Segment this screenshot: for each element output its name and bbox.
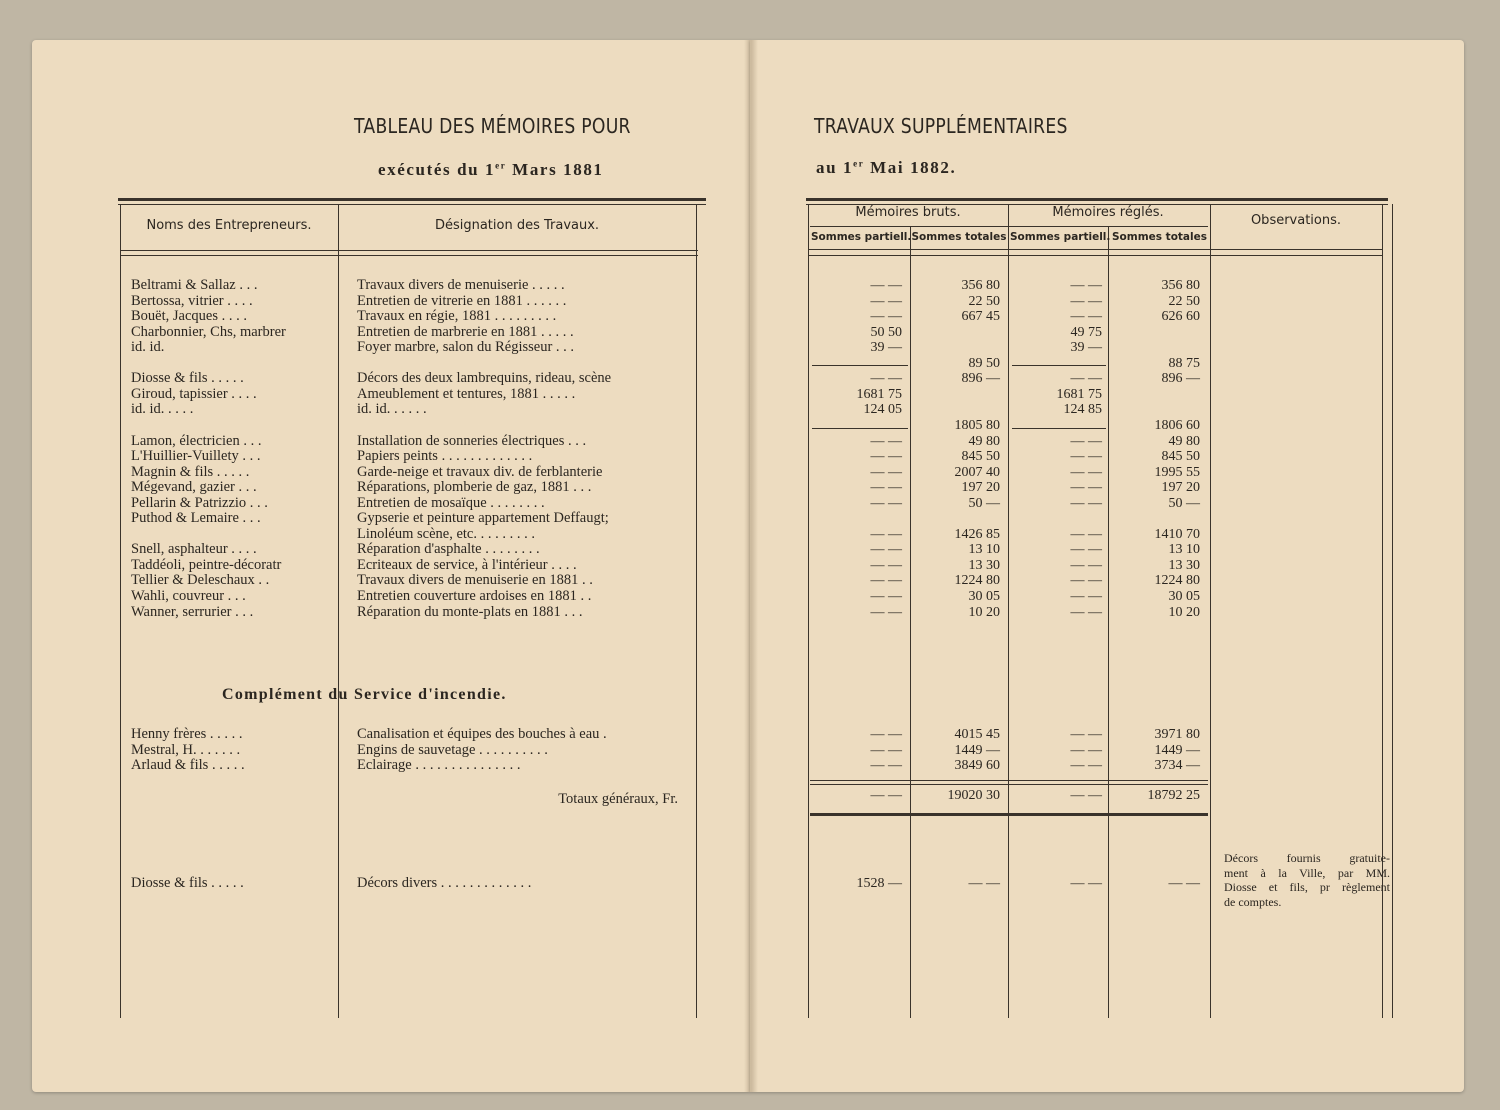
amount-b-tot: 667 45 — [961, 309, 1000, 325]
left-page-title: TABLEAU DES MÉMOIRES POUR — [354, 114, 631, 138]
amount-r-tot: 10 20 — [1168, 604, 1200, 620]
amount-r-tot: 22 50 — [1168, 293, 1200, 309]
amount-b-part: — — — [870, 542, 902, 558]
work-designation: Canalisation et équipes des bouches à eau . — [357, 726, 607, 742]
amount-b-tot: 356 80 — [961, 278, 1000, 293]
amount-b-tot: 4015 45 — [954, 727, 1000, 742]
amount-b-tot: 2007 40 — [954, 464, 1000, 480]
amount-b-part: 124 05 — [863, 402, 902, 418]
amount-b-tot: 89 50 — [968, 355, 1000, 371]
entrepreneur-name: Bouët, Jacques . . . . — [131, 308, 247, 325]
amount-r-tot: 88 75 — [1168, 355, 1200, 371]
work-designation: Engins de sauvetage . . . . . . . . . . — [357, 741, 548, 758]
amount-b-part: 1681 75 — [856, 386, 902, 402]
amount-b-tot: 845 50 — [961, 449, 1000, 465]
amount-r-part: 39 — — [1070, 340, 1102, 356]
amount-r-tot: 197 20 — [1161, 480, 1200, 496]
amount-b-tot: 30 05 — [968, 589, 1000, 604]
observation-note: Décors fournis gratuite- ment à la Ville, par MM. Diosse et fils, pr règlement de comptes. — [1224, 851, 1390, 909]
amount-r-part: — — — [1070, 742, 1102, 758]
amount-r-tot: 3971 80 — [1154, 727, 1200, 742]
header-memoires-regles: Mémoires réglés. — [1052, 205, 1164, 220]
subheader-regles-partiell: Sommes partiell. — [1010, 231, 1111, 243]
work-designation: Foyer marbre, salon du Régisseur . . . — [357, 339, 575, 356]
entrepreneur-name: Beltrami & Sallaz . . . — [131, 277, 258, 293]
header-memoires-bruts: Mémoires bruts. — [855, 205, 961, 220]
header-observations: Observations. — [1250, 213, 1342, 228]
amount-b-part: — — — [870, 557, 902, 573]
amount-r-part: — — — [1070, 573, 1102, 589]
work-designation: Papiers peints . . . . . . . . . . . . . — [357, 448, 533, 465]
amount-b-part: 1528 — — [856, 876, 902, 891]
work-designation: Travaux en régie, 1881 . . . . . . . . . — [357, 308, 557, 325]
amount-r-tot: 1410 70 — [1154, 526, 1200, 542]
amount-b-tot: 22 50 — [968, 293, 1000, 309]
amount-b-tot: 1805 80 — [954, 417, 1000, 433]
work-designation: Garde-neige et travaux div. de ferblanterie — [357, 463, 603, 480]
work-designation: Réparations, plomberie de gaz, 1881 . . . — [357, 479, 592, 496]
amount-r-tot: 356 80 — [1161, 278, 1200, 293]
totals-label: Totaux généraux, Fr. — [558, 791, 678, 807]
entrepreneur-name: Arlaud & fils . . . . . — [131, 757, 245, 774]
amount-b-tot: 1224 80 — [954, 573, 1000, 589]
amount-b-part: — — — [870, 309, 902, 325]
amount-b-tot: 50 — — [968, 495, 1000, 511]
amount-r-part: — — — [1070, 480, 1102, 496]
amount-r-part: — — — [1070, 464, 1102, 480]
amount-b-part: 50 50 — [870, 324, 902, 340]
amount-b-part: — — — [870, 573, 902, 589]
amount-b-tot: 896 — — [961, 371, 1000, 387]
amount-b-part: — — — [870, 433, 902, 449]
amount-r-tot: 50 — — [1168, 495, 1200, 511]
entrepreneur-name: Tellier & Deleschaux . . — [131, 572, 270, 589]
work-designation: Décors des deux lambrequins, rideau, scène — [357, 370, 612, 387]
entrepreneur-name: Taddéoli, peintre-décoratr — [131, 556, 282, 573]
work-designation: Entretien de marbrerie en 1881 . . . . . — [357, 323, 574, 340]
work-designation: Entretien couverture ardoises en 1881 . . — [357, 588, 592, 604]
amount-r-tot: 896 — — [1161, 371, 1200, 387]
amount-b-part: — — — [870, 371, 902, 387]
header-entrepreneurs: Noms des Entrepreneurs. — [146, 218, 312, 233]
amount-b-part: — — — [870, 278, 902, 293]
amount-r-part: — — — [1070, 293, 1102, 309]
entrepreneur-name: Wahli, couvreur . . . — [131, 588, 246, 604]
amount-r-part: — — — [1070, 876, 1102, 891]
amount-r-part: — — — [1070, 371, 1102, 387]
amount-b-part: — — — [870, 758, 902, 774]
amount-r-tot: 30 05 — [1168, 589, 1200, 604]
amount-b-part: 39 — — [870, 340, 902, 356]
work-designation: Réparation d'asphalte . . . . . . . . — [357, 541, 540, 558]
amount-r-part: — — — [1070, 557, 1102, 573]
entrepreneur-name: Charbonnier, Chs, marbrer — [131, 323, 286, 340]
entrepreneur-name: Diosse & fils . . . . . — [131, 370, 244, 387]
amount-r-tot: 626 60 — [1161, 309, 1200, 325]
amount-b-tot: 13 10 — [968, 542, 1000, 558]
right-page-subtitle: au 1er Mai 1882. — [816, 158, 957, 177]
work-designation: id. id. . . . . . — [357, 401, 427, 418]
amount-b-part: — — — [870, 604, 902, 620]
amount-r-part: — — — [1070, 278, 1102, 293]
work-designation: Ecriteaux de service, à l'intérieur . . . . — [357, 556, 577, 573]
amount-b-part: — — — [870, 727, 902, 742]
work-designation: Entretien de mosaïque . . . . . . . . — [357, 494, 545, 511]
subheader-regles-totales: Sommes totales — [1112, 231, 1207, 243]
amount-r-part: 124 85 — [1063, 402, 1102, 418]
amount-r-tot: 1806 60 — [1154, 417, 1200, 433]
amount-r-part: — — — [1070, 542, 1102, 558]
work-designation: Travaux divers de menuiserie en 1881 . . — [357, 572, 593, 589]
amount-r-part: — — — [1070, 495, 1102, 511]
entrepreneur-name: id. id. . . . . — [131, 401, 194, 418]
amount-b-part: — — — [870, 788, 902, 803]
entrepreneur-name: id. id. — [131, 339, 165, 356]
right-page-title: TRAVAUX SUPPLÉMENTAIRES — [814, 114, 1068, 138]
amount-b-tot: 197 20 — [961, 480, 1000, 496]
amount-r-tot: 18792 25 — [1147, 788, 1200, 803]
amount-r-tot: 49 80 — [1168, 433, 1200, 449]
work-designation: Installation de sonneries électriques . . . — [357, 432, 587, 449]
entrepreneur-name: Lamon, électricien . . . — [131, 432, 262, 449]
amount-r-part: — — — [1070, 604, 1102, 620]
entrepreneur-name: Giroud, tapissier . . . . — [131, 385, 257, 402]
amount-b-tot: 19020 30 — [947, 788, 1000, 803]
amount-r-tot: 13 30 — [1168, 557, 1200, 573]
amount-b-tot: 49 80 — [968, 433, 1000, 449]
amount-b-part: — — — [870, 589, 902, 604]
amount-b-tot: 1449 — — [954, 742, 1000, 758]
entrepreneur-name: Mégevand, gazier . . . — [131, 479, 257, 496]
amount-b-tot: 13 30 — [968, 557, 1000, 573]
entrepreneur-name: Snell, asphalteur . . . . — [131, 541, 257, 558]
amount-b-part: — — — [870, 449, 902, 465]
entrepreneur-name: Bertossa, vitrier . . . . — [131, 292, 253, 309]
entrepreneur-name: Diosse & fils . . . . . — [131, 875, 244, 891]
header-designation: Désignation des Travaux. — [434, 218, 600, 233]
amount-r-tot: 3734 — — [1154, 758, 1200, 774]
work-designation: Gypserie et peinture appartement Deffaugt; — [357, 510, 609, 527]
subheader-bruts-partiell: Sommes partiell. — [811, 231, 912, 243]
amount-r-part: — — — [1070, 309, 1102, 325]
entrepreneur-name: Pellarin & Patrizzio . . . — [131, 494, 268, 511]
entrepreneur-name: Wanner, serrurier . . . — [131, 603, 254, 620]
amount-r-part: — — — [1070, 727, 1102, 742]
amount-r-part: — — — [1070, 758, 1102, 774]
amount-b-tot: 3849 60 — [954, 758, 1000, 774]
amount-r-tot: 13 10 — [1168, 542, 1200, 558]
entrepreneur-name: L'Huillier-Vuillety . . . — [131, 448, 261, 465]
entrepreneur-name: Magnin & fils . . . . . — [131, 463, 250, 480]
amount-b-part: — — — [870, 495, 902, 511]
work-designation: Travaux divers de menuiserie . . . . . — [357, 277, 565, 293]
entrepreneur-name: Mestral, H. . . . . . . — [131, 741, 241, 758]
amount-b-tot: 1426 85 — [954, 526, 1000, 542]
work-designation: Ameublement et tentures, 1881 . . . . . — [357, 385, 576, 402]
work-designation: Réparation du monte-plats en 1881 . . . — [357, 603, 583, 620]
amount-r-part: — — — [1070, 589, 1102, 604]
amount-b-part: — — — [870, 464, 902, 480]
section-title: Complément du Service d'incendie. — [222, 686, 507, 703]
amount-b-part: — — — [870, 293, 902, 309]
amount-r-part: — — — [1070, 526, 1102, 542]
left-page-subtitle: exécutés du 1er Mars 1881 — [378, 160, 604, 179]
amount-r-tot: 1995 55 — [1154, 464, 1200, 480]
entrepreneur-name: Puthod & Lemaire . . . — [131, 510, 261, 527]
amount-r-part: — — — [1070, 449, 1102, 465]
amount-r-part: 49 75 — [1070, 324, 1102, 340]
amount-b-tot: 10 20 — [968, 604, 1000, 620]
amount-b-part: — — — [870, 480, 902, 496]
entrepreneur-name: Henny frères . . . . . — [131, 726, 243, 742]
amount-b-part: — — — [870, 526, 902, 542]
work-designation: Entretien de vitrerie en 1881 . . . . . . — [357, 292, 567, 309]
amount-b-tot: — — — [968, 876, 1000, 891]
amount-r-part: — — — [1070, 433, 1102, 449]
amount-r-tot: 845 50 — [1161, 449, 1200, 465]
book-gutter — [744, 40, 758, 1092]
amount-r-part: — — — [1070, 788, 1102, 803]
subheader-bruts-totales: Sommes totales — [911, 231, 1007, 243]
work-designation: Linoléum scène, etc. . . . . . . . . — [357, 525, 535, 542]
amount-r-tot: — — — [1168, 876, 1200, 891]
amount-b-part: — — — [870, 742, 902, 758]
work-designation: Eclairage . . . . . . . . . . . . . . . — [357, 757, 521, 774]
work-designation: Décors divers . . . . . . . . . . . . . — [357, 875, 532, 891]
amount-r-part: 1681 75 — [1056, 386, 1102, 402]
amount-r-tot: 1449 — — [1154, 742, 1200, 758]
amount-r-tot: 1224 80 — [1154, 573, 1200, 589]
